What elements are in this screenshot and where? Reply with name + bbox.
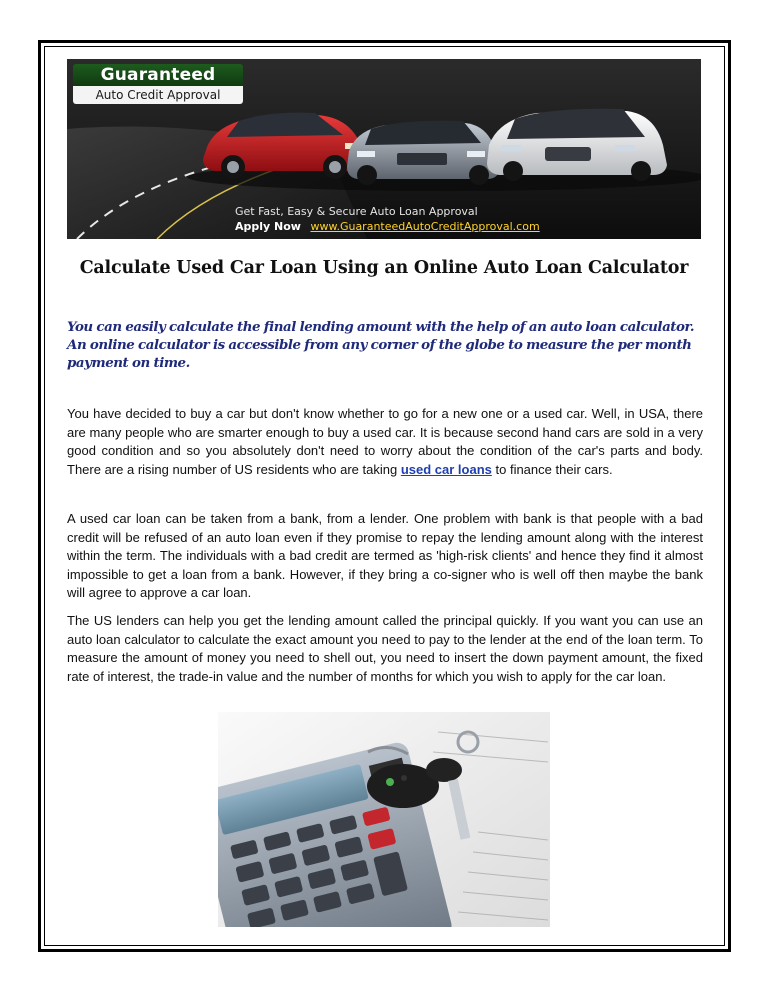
header-banner — [67, 59, 701, 239]
paragraph-3: The US lenders can help you get the lending amount called the principal quickly. If you want you can use an auto loan calculator to calculate the exact amount you need to pay to the lender at the end of the loan term. To measure the amount of money you need to shell out, you need to insert the down payment amount, the fixed rate of interest, the trade-in value and the number of months for which you wish to apply for the car loan. — [67, 613, 703, 684]
apply-url-link[interactable]: www.GuaranteedAutoCreditApproval.com — [310, 220, 540, 233]
paragraph-1 — [67, 405, 703, 479]
paragraph-2: A used car loan can be taken from a bank, from a lender. One problem with bank is that people with a bad credit will be refused of an auto loan even if they promise to repay the lending amount along with the interest within the term. The individuals with a bad credit are termed as 'high-risk clients' and hence they find it almost impossible to get a loan from a bank. However, if they bring a co-signer who is well off then maybe the bank will agree to approve a car loan. — [67, 511, 703, 601]
lead-paragraph: You can easily calculate the final lending amount with the help of an auto loan calculator. An online calculator is accessible from any corner of the globe to measure the per month payment on time. — [67, 319, 695, 371]
used-car-loans-link[interactable]: used car loans — [400, 461, 492, 477]
paragraph-1-text: You have decided to buy a car but don't know whether to go for a new one or a used car. Well, in USA, there are many people who are smarter enough to buy a used car. It is because second hand cars are sold in a very good condition and so you absolutely don't need to worry about the condition of the car's parts and body. There are a rising number of US residents who are taking — [67, 406, 703, 477]
brand-logo — [73, 64, 243, 104]
silver-car-image — [347, 121, 499, 185]
apply-line — [235, 220, 540, 233]
article-title: Calculate Used Car Loan Using an Online Auto Loan Calculator — [79, 258, 689, 278]
paragraph-1-tail: to finance their cars. — [491, 461, 613, 477]
calculator-photo — [218, 712, 550, 927]
calculator-keys-illustration — [218, 712, 550, 927]
logo-subtitle: Auto Credit Approval — [73, 86, 243, 104]
logo-brand-name: Guaranteed — [73, 64, 243, 86]
banner-tagline: Get Fast, Easy & Secure Auto Loan Approval — [235, 205, 478, 218]
apply-now-label: Apply Now — [235, 220, 301, 233]
